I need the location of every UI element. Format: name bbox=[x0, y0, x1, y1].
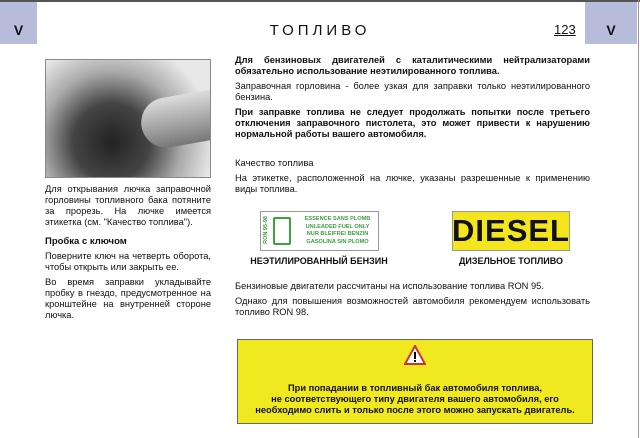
paragraph: Бензиновые двигатели рассчитаны на использование топлива RON 95. bbox=[235, 281, 544, 291]
unleaded-fuel-label bbox=[260, 211, 379, 251]
section-tab-right[interactable]: V bbox=[585, 2, 637, 44]
paragraph: Заправочная горловина - более узкая для заправки только неэтилированного бензина. bbox=[235, 81, 590, 102]
warning-line: необходимо слить и только после этого можно запускать двигатель. bbox=[255, 405, 575, 415]
paragraph: Во время заправки укладывайте пробку в гнездо, предусмотренное на кронштейне на внутренней стороне лючка. bbox=[45, 277, 211, 320]
diesel-label: DIESEL bbox=[452, 211, 570, 251]
diesel-caption: ДИЗЕЛЬНОЕ ТОПЛИВО bbox=[458, 256, 564, 266]
right-column-lower bbox=[235, 281, 590, 322]
heading: Пробка с ключом bbox=[45, 236, 127, 247]
fuel-flap-photo bbox=[45, 59, 211, 178]
warning-box bbox=[237, 339, 593, 424]
label-line: ESSENCE SANS PLOMB bbox=[304, 216, 371, 222]
paragraph: Для бензиновых двигателей с каталитическими нейтрализаторами обязательно использование неэтилированного топлива. bbox=[235, 55, 590, 76]
page-title: ТОПЛИВО bbox=[269, 22, 371, 39]
warning-line: При попадании в топливный бак автомобиля топлива, bbox=[287, 383, 543, 393]
paragraph: Однако для повышения возможностей автомобиля рекомендуем использовать топливо RON 98. bbox=[235, 296, 590, 317]
label-line: GASOLINA SIN PLOMO bbox=[306, 238, 369, 245]
paragraph: При заправке топлива не следует продолжать попытки после третьего отключения заправочного пистолета, это может привести к нарушению нормальной работы вашего автомобиля. bbox=[235, 107, 590, 139]
fuel-pump-icon bbox=[273, 217, 291, 245]
warning-icon bbox=[404, 345, 426, 365]
heading: Качество топлива bbox=[235, 158, 314, 169]
unleaded-caption: НЕЭТИЛИРОВАННЫЙ БЕНЗИН bbox=[250, 256, 388, 266]
left-column bbox=[45, 184, 211, 325]
right-column bbox=[235, 55, 590, 199]
right-border bbox=[638, 0, 639, 438]
paragraph: Поверните ключ на четверть оборота, чтобы открыть или закрыть ее. bbox=[45, 251, 211, 272]
paragraph: Для открывания лючка заправочной горловины топливного бака потяните за прорезь. На лючке имеется этикетка (см. "Качество топлива"). bbox=[45, 184, 211, 227]
label-line: NUR BLEIFREI BENZIN bbox=[306, 231, 369, 237]
section-tab-left[interactable]: V bbox=[0, 2, 37, 44]
label-line: UNLEADED FUEL ONLY bbox=[305, 223, 370, 230]
ron-text: RON 95-98 bbox=[263, 216, 269, 244]
warning-line: не соответствующего типу двигателя вашего автомобиля, его bbox=[271, 394, 559, 404]
top-border bbox=[0, 0, 640, 2]
page-number[interactable]: 123 bbox=[554, 22, 576, 37]
paragraph: На этикетке, расположенной на лючке, указаны разрешенные к применению виды топлива. bbox=[235, 173, 590, 194]
